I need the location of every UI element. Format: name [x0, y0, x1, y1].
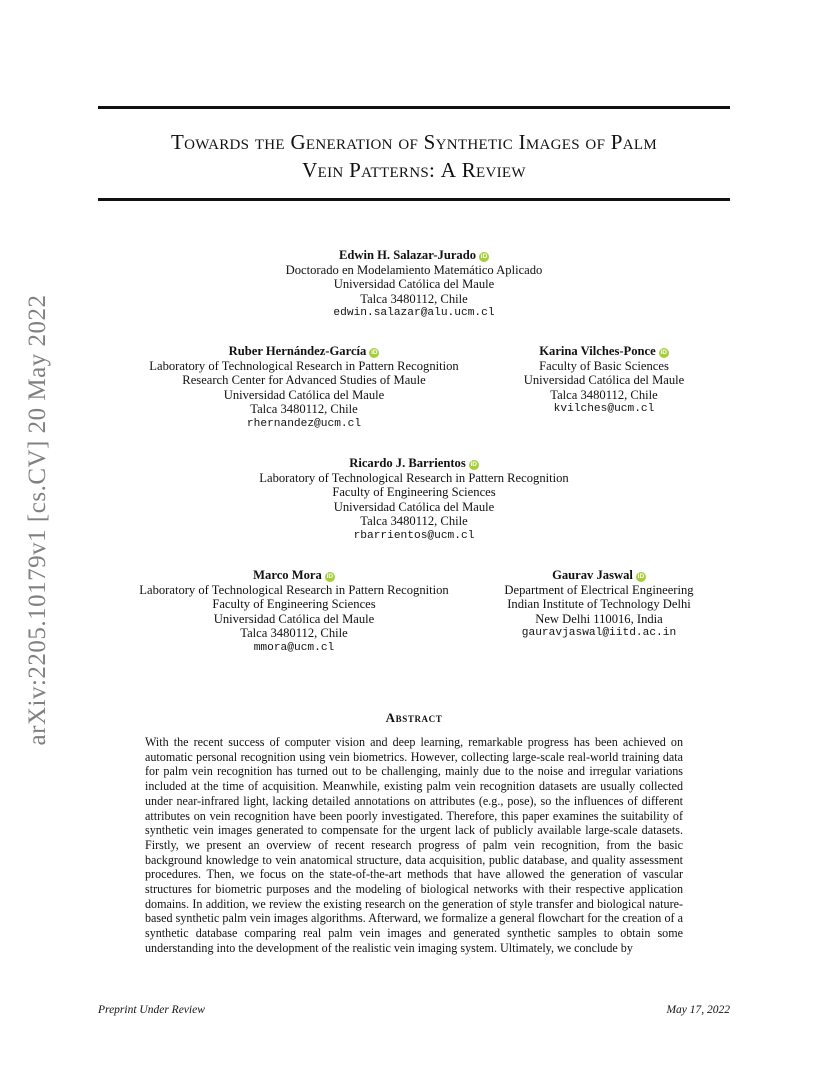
author-email[interactable]: edwin.salazar@alu.ucm.cl — [333, 307, 495, 320]
author-block-6 — [484, 568, 714, 641]
title-small-caps: eview — [476, 158, 526, 182]
author-affiliation: Indian Institute of Technology Delhi — [507, 597, 691, 612]
author-affiliation: Department of Electrical Engineering — [504, 582, 694, 597]
author-affiliation: Research Center for Advanced Studies of Maule — [182, 373, 426, 388]
paper-title — [98, 128, 730, 184]
author-affiliation: Talca 3480112, Chile — [240, 626, 348, 641]
title-rule-top — [98, 106, 730, 109]
title-small-caps: atterns: — [361, 158, 441, 182]
title-capital: P — [349, 158, 362, 182]
author-email[interactable]: mmora@ucm.cl — [253, 641, 335, 654]
title-capital: G — [290, 130, 306, 154]
author-affiliation: Universidad Católica del Maule — [333, 277, 495, 292]
author-affiliation: Talca 3480112, Chile — [360, 514, 468, 529]
author-name: Marco Mora — [253, 568, 322, 582]
orcid-icon[interactable]: iD — [637, 573, 645, 580]
author-affiliation: Faculty of Engineering Sciences — [332, 485, 496, 500]
title-small-caps: ein — [317, 158, 350, 182]
title-small-caps: alm — [622, 130, 657, 154]
author-affiliation: Universidad Católica del Maule — [523, 373, 685, 388]
footer-preprint-note: Preprint Under Review — [98, 1004, 205, 1016]
author-block-3 — [494, 344, 714, 417]
author-affiliation: Faculty of Engineering Sciences — [212, 597, 376, 612]
title-capital: S — [423, 130, 436, 154]
title-capital: A — [440, 158, 457, 182]
author-affiliation: Talca 3480112, Chile — [550, 387, 658, 402]
author-email[interactable]: rbarrientos@ucm.cl — [353, 529, 475, 542]
author-affiliation: Faculty of Basic Sciences — [539, 358, 669, 373]
title-small-caps: eneration of — [305, 130, 424, 154]
author-name: Edwin H. Salazar-Jurado — [338, 248, 477, 262]
author-block-5 — [114, 568, 474, 656]
title-small-caps: ynthetic — [435, 130, 519, 154]
orcid-icon[interactable]: iD — [371, 349, 378, 356]
title-capital: V — [302, 158, 318, 182]
title-small-caps: owards the — [184, 130, 291, 154]
author-email[interactable]: gauravjaswal@iitd.ac.in — [521, 627, 677, 640]
author-block-2 — [124, 344, 484, 432]
orcid-icon[interactable]: iD — [326, 573, 334, 580]
author-name: Gaurav Jaswal — [552, 568, 633, 582]
orcid-icon[interactable]: iD — [470, 461, 477, 468]
author-block-1 — [214, 248, 614, 321]
orcid-icon[interactable]: iD — [660, 349, 667, 356]
title-rule-bottom — [98, 198, 730, 201]
orcid-icon[interactable]: iD — [480, 253, 488, 260]
author-affiliation: Talca 3480112, Chile — [360, 291, 468, 306]
title-capital: P — [610, 130, 623, 154]
author-name: Ruber Hernández-García — [228, 344, 367, 358]
author-email[interactable]: rhernandez@ucm.cl — [246, 417, 362, 430]
author-affiliation: Universidad Católica del Maule — [333, 499, 495, 514]
author-affiliation: Doctorado en Modelamiento Matemático Aplicado — [285, 262, 543, 277]
author-affiliation: Universidad Católica del Maule — [223, 387, 385, 402]
abstract-heading: Abstract — [385, 710, 443, 725]
author-block-4 — [214, 456, 614, 544]
author-affiliation: New Delhi 110016, India — [535, 611, 663, 626]
title-capital: T — [171, 130, 185, 154]
author-affiliation: Talca 3480112, Chile — [250, 402, 358, 417]
author-affiliation: Universidad Católica del Maule — [213, 611, 375, 626]
author-affiliation: Laboratory of Technological Research in Pattern Recognition — [259, 470, 569, 485]
title-capital: I — [518, 130, 526, 154]
footer-date: May 17, 2022 — [666, 1004, 730, 1016]
title-line-1 — [98, 128, 730, 156]
author-name: Karina Vilches-Ponce — [539, 344, 656, 358]
title-line-2 — [98, 156, 730, 184]
abstract-text: With the recent success of computer vision and deep learning, remarkable progress has been achieved on automatic personal recognition using vein biometrics. However, collecting large-scale real-world training data for palm vein recognition has turned out to be challenging, mainly due to the noise and irregular variations included at the time of acquisition. Meanwhile, existing palm vein recognition datasets are usually collected under near-infrared light, lacking detailed annotations on attributes (e.g., pose), so the influences of different attributes on vein recognition have been poorly investigated. Therefore, this paper examines the suitability of synthetic vein images generated to compensate for the urgent lack of publicly available large-scale datasets. Firstly, we present an overview of recent research progress of palm vein recognition, from the basic background knowledge to vein anatomical structure, data acquisition, public database, and quality assessment procedures. Then, we focus on the state-of-the-art methods that have allowed the generation of vascular structures for biometric purposes and the modeling of biological networks with their respective application domains. In addition, we review the existing research on the generation of style transfer and biological nature-based synthetic palm vein images algorithms. Afterward, we formalize a general flowchart for the creation of a synthetic database comparing real palm vein images and generated synthetic samples to obtain some understanding into the development of the realistic vein imaging system. Ultimately, we conclude by — [145, 735, 683, 955]
author-email[interactable]: kvilches@ucm.cl — [553, 403, 655, 416]
author-name: Ricardo J. Barrientos — [349, 456, 466, 470]
author-affiliation: Laboratory of Technological Research in Pattern Recognition — [149, 358, 459, 373]
arxiv-stamp: arXiv:2205.10179v1 [cs.CV] 20 May 2022 — [24, 294, 51, 746]
title-small-caps: mages of — [525, 130, 611, 154]
author-affiliation: Laboratory of Technological Research in Pattern Recognition — [139, 582, 449, 597]
title-capital: R — [461, 158, 477, 182]
